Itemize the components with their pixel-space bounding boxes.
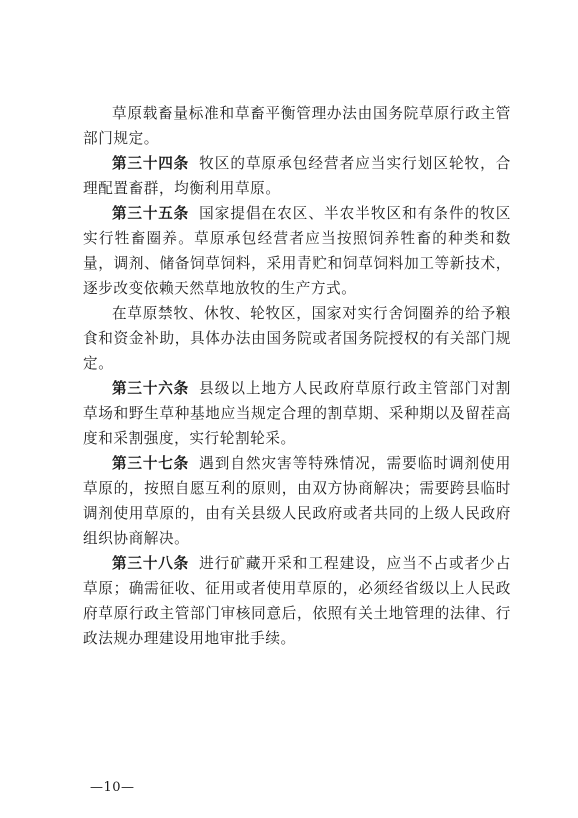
article-heading: 第三十四条: [112, 155, 190, 172]
article-paragraph: [83, 551, 511, 651]
paragraph-text: 进行矿藏开采和工程建设，应当不占或者少占草原；确需征收、征用或者使用草原的，必须经省级以上人民政府草原行政主管部门审核同意后，依照有关土地管理的法律、行政法规办理建设用地审批手续。: [83, 555, 511, 647]
article-heading: 第三十六条: [112, 380, 190, 397]
article-paragraph: [83, 451, 511, 551]
article-heading: 第三十七条: [112, 455, 190, 472]
paragraph-text: 在草原禁牧、休牧、轮牧区，国家对实行舍饲圈养的给予粮食和资金补助，具体办法由国务院或者国务院授权的有关部门规定。: [83, 305, 511, 372]
article-heading: 第三十五条: [112, 205, 190, 222]
article-paragraph: [83, 201, 511, 301]
article-heading: 第三十八条: [112, 555, 190, 572]
paragraph-text: 县级以上地方人民政府草原行政主管部门对割草场和野生草种基地应当规定合理的割草期、采种期以及留茬高度和采割强度，实行轮割轮采。: [83, 380, 511, 447]
paragraph: [83, 301, 511, 376]
page-number: —10—: [90, 780, 135, 795]
paragraph-text: 牧区的草原承包经营者应当实行划区轮牧，合理配置畜群，均衡利用草原。: [83, 155, 511, 197]
article-paragraph: [83, 376, 511, 451]
document-body: [83, 101, 511, 651]
paragraph-text: 国家提倡在农区、半农半牧区和有条件的牧区实行牲畜圈养。草原承包经营者应当按照饲养牲畜的种类和数量，调剂、储备饲草饲料，采用青贮和饲草饲料加工等新技术，逐步改变依赖天然草地放牧的生产方式。: [83, 205, 511, 297]
article-paragraph: [83, 151, 511, 201]
paragraph-text: 草原载畜量标准和草畜平衡管理办法由国务院草原行政主管部门规定。: [83, 105, 511, 147]
paragraph-text: 遇到自然灾害等特殊情况，需要临时调剂使用草原的，按照自愿互利的原则，由双方协商解决；需要跨县临时调剂使用草原的，由有关县级人民政府或者共同的上级人民政府组织协商解决。: [83, 455, 511, 547]
paragraph: [83, 101, 511, 151]
